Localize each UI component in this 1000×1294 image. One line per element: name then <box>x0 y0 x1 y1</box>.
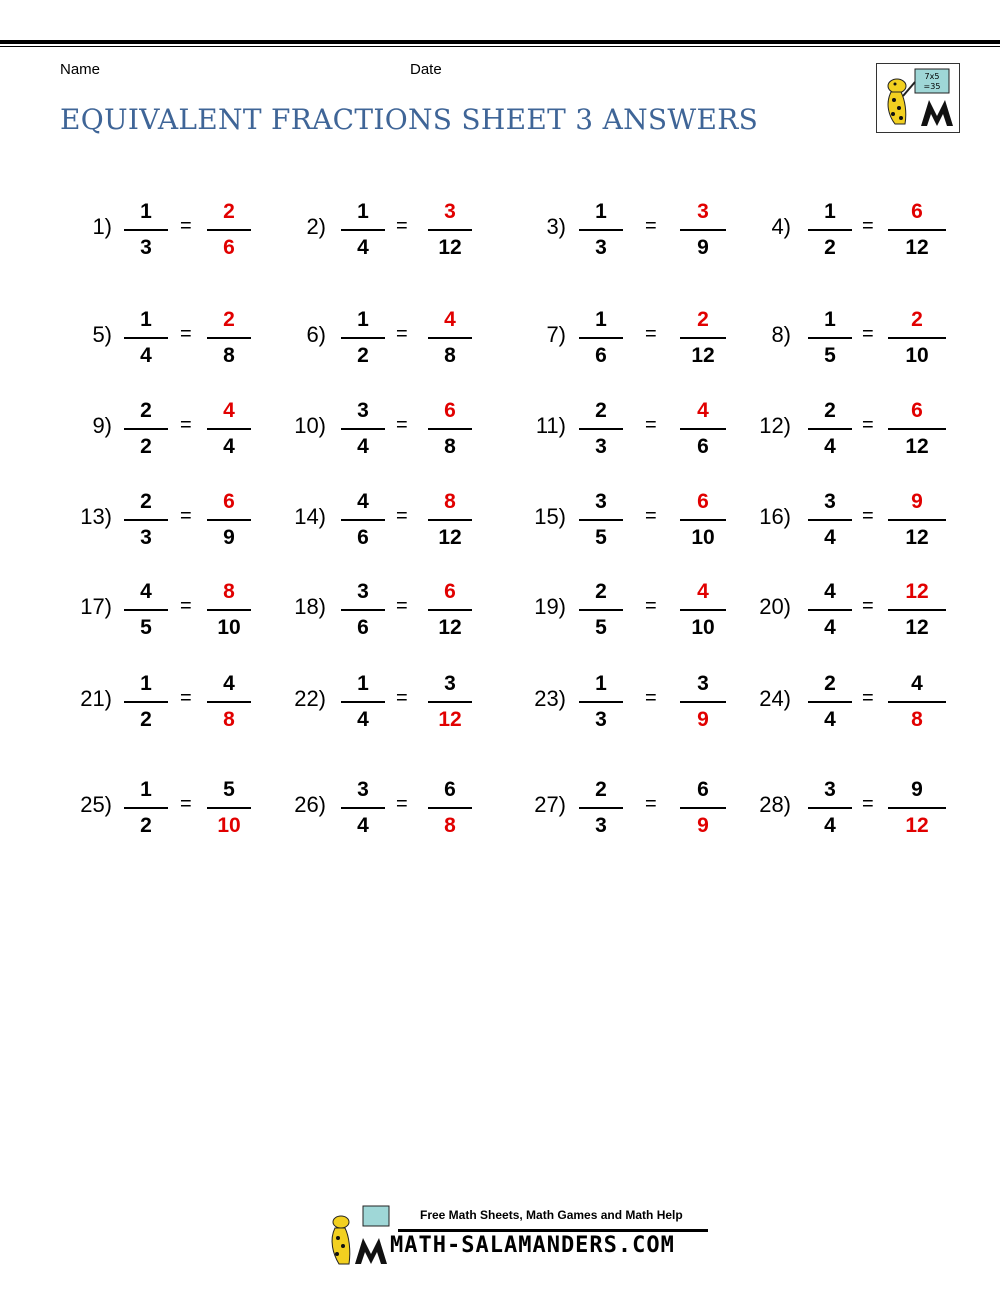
fraction-bar <box>428 519 472 521</box>
fraction-numerator: 6 <box>697 490 709 513</box>
fraction-bar <box>207 337 251 339</box>
fraction-bar <box>428 609 472 611</box>
given-fraction <box>808 306 852 370</box>
equivalent-fraction <box>888 670 946 734</box>
equals-sign: = <box>180 595 192 617</box>
fraction-bar <box>124 807 168 809</box>
fraction-denominator: 10 <box>217 814 241 837</box>
top-rule <box>0 40 1000 44</box>
equivalent-fraction <box>680 198 726 262</box>
fraction-numerator: 2 <box>140 490 152 513</box>
fraction-denominator: 12 <box>905 814 929 837</box>
problem-number: 22) <box>294 686 326 711</box>
fraction-bar <box>808 229 852 231</box>
given-fraction <box>124 306 168 370</box>
fraction-bar <box>124 428 168 430</box>
fraction-denominator: 2 <box>140 708 152 731</box>
equivalent-fraction <box>207 776 251 840</box>
equivalent-fraction <box>888 306 946 370</box>
equals-sign: = <box>862 687 874 709</box>
given-fraction <box>808 198 852 262</box>
fraction-denominator: 3 <box>140 526 152 549</box>
equivalent-fraction <box>207 488 251 552</box>
fraction-bar <box>808 807 852 809</box>
svg-text:=35: =35 <box>923 82 941 91</box>
given-fraction <box>124 670 168 734</box>
equals-sign: = <box>862 595 874 617</box>
fraction-denominator: 3 <box>595 435 607 458</box>
fraction-denominator: 6 <box>357 526 369 549</box>
problem-number: 5) <box>92 322 112 347</box>
fraction-numerator: 2 <box>223 200 235 223</box>
fraction-numerator: 8 <box>223 580 235 603</box>
fraction-numerator: 1 <box>140 778 152 801</box>
equivalent-fraction <box>207 670 251 734</box>
fraction-bar <box>428 701 472 703</box>
fraction-denominator: 3 <box>595 814 607 837</box>
fraction-bar <box>808 337 852 339</box>
equals-sign: = <box>862 215 874 237</box>
fraction-bar <box>124 609 168 611</box>
problem-number: 28) <box>759 792 791 817</box>
given-fraction <box>341 397 385 461</box>
fraction-denominator: 8 <box>444 814 456 837</box>
fraction-numerator: 3 <box>444 672 456 695</box>
fraction-denominator: 3 <box>140 236 152 259</box>
fraction-numerator: 2 <box>140 399 152 422</box>
fraction-denominator: 10 <box>217 616 241 639</box>
fraction-denominator: 12 <box>905 526 929 549</box>
equivalent-fraction <box>428 306 472 370</box>
fraction-denominator: 12 <box>438 708 462 731</box>
fraction-denominator: 10 <box>905 344 929 367</box>
fraction-numerator: 12 <box>905 580 929 603</box>
fraction-numerator: 1 <box>595 672 607 695</box>
fraction-denominator: 4 <box>824 526 836 549</box>
fraction-denominator: 5 <box>824 344 836 367</box>
fraction-bar <box>680 337 726 339</box>
fraction-numerator: 2 <box>595 580 607 603</box>
equals-sign: = <box>396 505 408 527</box>
fraction-numerator: 2 <box>595 399 607 422</box>
fraction-denominator: 2 <box>824 236 836 259</box>
problem-number: 1) <box>92 214 112 239</box>
given-fraction <box>341 488 385 552</box>
equals-sign: = <box>396 414 408 436</box>
fraction-bar <box>680 807 726 809</box>
fraction-bar <box>888 609 946 611</box>
fraction-denominator: 3 <box>595 708 607 731</box>
given-fraction <box>808 670 852 734</box>
fraction-bar <box>808 519 852 521</box>
fraction-bar <box>888 428 946 430</box>
fraction-denominator: 8 <box>911 708 923 731</box>
given-fraction <box>579 578 623 642</box>
problem-number: 7) <box>546 322 566 347</box>
fraction-bar <box>888 337 946 339</box>
fraction-numerator: 6 <box>223 490 235 513</box>
problem-number: 23) <box>534 686 566 711</box>
fraction-bar <box>341 807 385 809</box>
fraction-numerator: 3 <box>595 490 607 513</box>
equivalent-fraction <box>888 776 946 840</box>
fraction-numerator: 1 <box>140 672 152 695</box>
equivalent-fraction <box>207 397 251 461</box>
fraction-denominator: 6 <box>223 236 235 259</box>
problem-number: 17) <box>80 594 112 619</box>
fraction-bar <box>579 229 623 231</box>
problem-number: 27) <box>534 792 566 817</box>
fraction-numerator: 3 <box>444 200 456 223</box>
fraction-denominator: 4 <box>824 708 836 731</box>
fraction-numerator: 2 <box>697 308 709 331</box>
equals-sign: = <box>396 595 408 617</box>
fraction-bar <box>680 519 726 521</box>
fraction-numerator: 3 <box>357 778 369 801</box>
fraction-bar <box>808 701 852 703</box>
fraction-bar <box>579 807 623 809</box>
fraction-denominator: 9 <box>697 708 709 731</box>
problem-number: 26) <box>294 792 326 817</box>
fraction-numerator: 4 <box>140 580 152 603</box>
equivalent-fraction <box>888 198 946 262</box>
fraction-denominator: 12 <box>438 616 462 639</box>
given-fraction <box>808 578 852 642</box>
fraction-bar <box>341 229 385 231</box>
fraction-numerator: 3 <box>357 399 369 422</box>
salamander-logo-icon <box>877 64 959 132</box>
fraction-denominator: 6 <box>697 435 709 458</box>
problem-number: 3) <box>546 214 566 239</box>
equals-sign: = <box>396 215 408 237</box>
equals-sign: = <box>645 215 657 237</box>
problem-number: 14) <box>294 504 326 529</box>
equivalent-fraction <box>680 578 726 642</box>
fraction-bar <box>579 428 623 430</box>
fraction-denominator: 2 <box>140 435 152 458</box>
fraction-numerator: 3 <box>697 672 709 695</box>
equivalent-fraction <box>207 198 251 262</box>
page-title: EQUIVALENT FRACTIONS SHEET 3 ANSWERS <box>60 103 759 136</box>
fraction-denominator: 9 <box>697 236 709 259</box>
fraction-denominator: 12 <box>438 236 462 259</box>
fraction-bar <box>341 428 385 430</box>
given-fraction <box>808 488 852 552</box>
problem-number: 6) <box>306 322 326 347</box>
fraction-bar <box>888 807 946 809</box>
fraction-bar <box>124 229 168 231</box>
problem-number: 21) <box>80 686 112 711</box>
equals-sign: = <box>645 595 657 617</box>
fraction-numerator: 1 <box>824 200 836 223</box>
fraction-denominator: 4 <box>824 616 836 639</box>
fraction-denominator: 2 <box>357 344 369 367</box>
fraction-denominator: 10 <box>691 616 715 639</box>
fraction-denominator: 5 <box>595 526 607 549</box>
fraction-denominator: 9 <box>223 526 235 549</box>
problem-number: 2) <box>306 214 326 239</box>
fraction-denominator: 4 <box>357 236 369 259</box>
equivalent-fraction <box>680 488 726 552</box>
problem-number: 24) <box>759 686 791 711</box>
fraction-numerator: 1 <box>357 200 369 223</box>
fraction-denominator: 4 <box>357 814 369 837</box>
equals-sign: = <box>862 793 874 815</box>
fraction-bar <box>888 519 946 521</box>
fraction-numerator: 9 <box>911 778 923 801</box>
fraction-denominator: 4 <box>357 708 369 731</box>
problem-number: 4) <box>771 214 791 239</box>
fraction-numerator: 6 <box>444 399 456 422</box>
given-fraction <box>124 776 168 840</box>
equals-sign: = <box>180 687 192 709</box>
fraction-bar <box>428 428 472 430</box>
fraction-bar <box>428 337 472 339</box>
salamander-logo <box>876 63 960 133</box>
fraction-numerator: 3 <box>697 200 709 223</box>
footer-rule <box>398 1229 708 1232</box>
fraction-numerator: 1 <box>140 308 152 331</box>
fraction-bar <box>888 229 946 231</box>
fraction-denominator: 6 <box>357 616 369 639</box>
fraction-denominator: 5 <box>595 616 607 639</box>
fraction-denominator: 12 <box>905 236 929 259</box>
fraction-numerator: 1 <box>595 200 607 223</box>
fraction-bar <box>207 701 251 703</box>
given-fraction <box>579 488 623 552</box>
fraction-bar <box>428 807 472 809</box>
fraction-denominator: 4 <box>140 344 152 367</box>
equals-sign: = <box>396 323 408 345</box>
fraction-numerator: 3 <box>357 580 369 603</box>
equals-sign: = <box>180 414 192 436</box>
fraction-denominator: 8 <box>444 344 456 367</box>
fraction-denominator: 8 <box>223 344 235 367</box>
equals-sign: = <box>645 505 657 527</box>
equivalent-fraction <box>428 198 472 262</box>
footer-tagline: Free Math Sheets, Math Games and Math Help <box>420 1208 683 1222</box>
fraction-bar <box>579 701 623 703</box>
equals-sign: = <box>180 505 192 527</box>
fraction-numerator: 8 <box>444 490 456 513</box>
given-fraction <box>579 397 623 461</box>
equals-sign: = <box>396 687 408 709</box>
fraction-numerator: 1 <box>140 200 152 223</box>
fraction-denominator: 12 <box>905 616 929 639</box>
fraction-numerator: 3 <box>824 778 836 801</box>
fraction-denominator: 3 <box>595 236 607 259</box>
fraction-numerator: 4 <box>223 672 235 695</box>
problem-number: 8) <box>771 322 791 347</box>
given-fraction <box>579 198 623 262</box>
fraction-numerator: 5 <box>223 778 235 801</box>
fraction-numerator: 6 <box>444 778 456 801</box>
fraction-denominator: 12 <box>905 435 929 458</box>
fraction-numerator: 1 <box>824 308 836 331</box>
top-rule-thin <box>0 46 1000 47</box>
fraction-bar <box>207 609 251 611</box>
name-label: Name <box>60 61 101 78</box>
fraction-denominator: 12 <box>691 344 715 367</box>
given-fraction <box>579 776 623 840</box>
equals-sign: = <box>180 323 192 345</box>
fraction-bar <box>124 337 168 339</box>
fraction-denominator: 10 <box>691 526 715 549</box>
equals-sign: = <box>180 793 192 815</box>
equivalent-fraction <box>680 306 726 370</box>
equals-sign: = <box>862 323 874 345</box>
fraction-bar <box>680 229 726 231</box>
fraction-numerator: 6 <box>697 778 709 801</box>
problem-number: 15) <box>534 504 566 529</box>
given-fraction <box>579 670 623 734</box>
fraction-bar <box>680 428 726 430</box>
fraction-numerator: 1 <box>595 308 607 331</box>
fraction-numerator: 4 <box>357 490 369 513</box>
fraction-denominator: 12 <box>438 526 462 549</box>
fraction-denominator: 4 <box>824 814 836 837</box>
date-label: Date <box>410 61 442 78</box>
fraction-numerator: 4 <box>223 399 235 422</box>
given-fraction <box>341 776 385 840</box>
fraction-numerator: 6 <box>444 580 456 603</box>
fraction-bar <box>888 701 946 703</box>
given-fraction <box>341 198 385 262</box>
equals-sign: = <box>396 793 408 815</box>
fraction-denominator: 4 <box>824 435 836 458</box>
fraction-bar <box>808 428 852 430</box>
fraction-bar <box>207 519 251 521</box>
given-fraction <box>808 776 852 840</box>
fraction-numerator: 4 <box>911 672 923 695</box>
problem-number: 18) <box>294 594 326 619</box>
fraction-denominator: 8 <box>444 435 456 458</box>
given-fraction <box>124 488 168 552</box>
fraction-numerator: 3 <box>824 490 836 513</box>
given-fraction <box>579 306 623 370</box>
fraction-numerator: 2 <box>824 672 836 695</box>
fraction-denominator: 6 <box>595 344 607 367</box>
fraction-numerator: 4 <box>697 399 709 422</box>
fraction-bar <box>124 519 168 521</box>
equivalent-fraction <box>428 488 472 552</box>
problem-number: 19) <box>534 594 566 619</box>
equivalent-fraction <box>207 578 251 642</box>
footer-site-name: MATH-SALAMANDERS.COM <box>390 1233 675 1258</box>
problem-number: 12) <box>759 413 791 438</box>
fraction-numerator: 4 <box>697 580 709 603</box>
equals-sign: = <box>862 505 874 527</box>
equivalent-fraction <box>888 488 946 552</box>
equivalent-fraction <box>428 776 472 840</box>
fraction-bar <box>124 701 168 703</box>
equivalent-fraction <box>680 670 726 734</box>
fraction-bar <box>680 609 726 611</box>
equivalent-fraction <box>888 397 946 461</box>
fraction-bar <box>579 519 623 521</box>
problem-number: 25) <box>80 792 112 817</box>
problem-number: 10) <box>294 413 326 438</box>
equals-sign: = <box>645 323 657 345</box>
equals-sign: = <box>862 414 874 436</box>
equivalent-fraction <box>207 306 251 370</box>
equals-sign: = <box>645 793 657 815</box>
fraction-bar <box>808 609 852 611</box>
given-fraction <box>341 670 385 734</box>
problem-number: 9) <box>92 413 112 438</box>
fraction-numerator: 1 <box>357 308 369 331</box>
fraction-bar <box>207 229 251 231</box>
problem-number: 11) <box>535 413 566 438</box>
equivalent-fraction <box>680 397 726 461</box>
fraction-numerator: 1 <box>357 672 369 695</box>
fraction-numerator: 6 <box>911 200 923 223</box>
fraction-numerator: 4 <box>824 580 836 603</box>
footer-salamander-icon <box>325 1200 395 1270</box>
fraction-bar <box>341 519 385 521</box>
given-fraction <box>124 578 168 642</box>
fraction-bar <box>341 701 385 703</box>
fraction-denominator: 8 <box>223 708 235 731</box>
fraction-numerator: 4 <box>444 308 456 331</box>
fraction-bar <box>428 229 472 231</box>
fraction-denominator: 9 <box>697 814 709 837</box>
fraction-denominator: 2 <box>140 814 152 837</box>
equivalent-fraction <box>680 776 726 840</box>
problem-number: 13) <box>80 504 112 529</box>
fraction-bar <box>207 807 251 809</box>
given-fraction <box>124 198 168 262</box>
given-fraction <box>341 306 385 370</box>
fraction-denominator: 4 <box>223 435 235 458</box>
fraction-bar <box>579 609 623 611</box>
fraction-bar <box>680 701 726 703</box>
fraction-bar <box>341 337 385 339</box>
fraction-bar <box>341 609 385 611</box>
given-fraction <box>341 578 385 642</box>
fraction-numerator: 9 <box>911 490 923 513</box>
equivalent-fraction <box>428 578 472 642</box>
given-fraction <box>808 397 852 461</box>
equivalent-fraction <box>428 670 472 734</box>
logo-board-text: 7x5 <box>924 72 940 81</box>
given-fraction <box>124 397 168 461</box>
equals-sign: = <box>645 414 657 436</box>
fraction-numerator: 2 <box>824 399 836 422</box>
fraction-bar <box>207 428 251 430</box>
fraction-numerator: 2 <box>223 308 235 331</box>
equals-sign: = <box>645 687 657 709</box>
fraction-numerator: 2 <box>911 308 923 331</box>
fraction-bar <box>579 337 623 339</box>
problem-number: 20) <box>759 594 791 619</box>
fraction-denominator: 5 <box>140 616 152 639</box>
equals-sign: = <box>180 215 192 237</box>
equivalent-fraction <box>888 578 946 642</box>
problem-number: 16) <box>759 504 791 529</box>
fraction-numerator: 2 <box>595 778 607 801</box>
equivalent-fraction <box>428 397 472 461</box>
fraction-numerator: 6 <box>911 399 923 422</box>
fraction-denominator: 4 <box>357 435 369 458</box>
